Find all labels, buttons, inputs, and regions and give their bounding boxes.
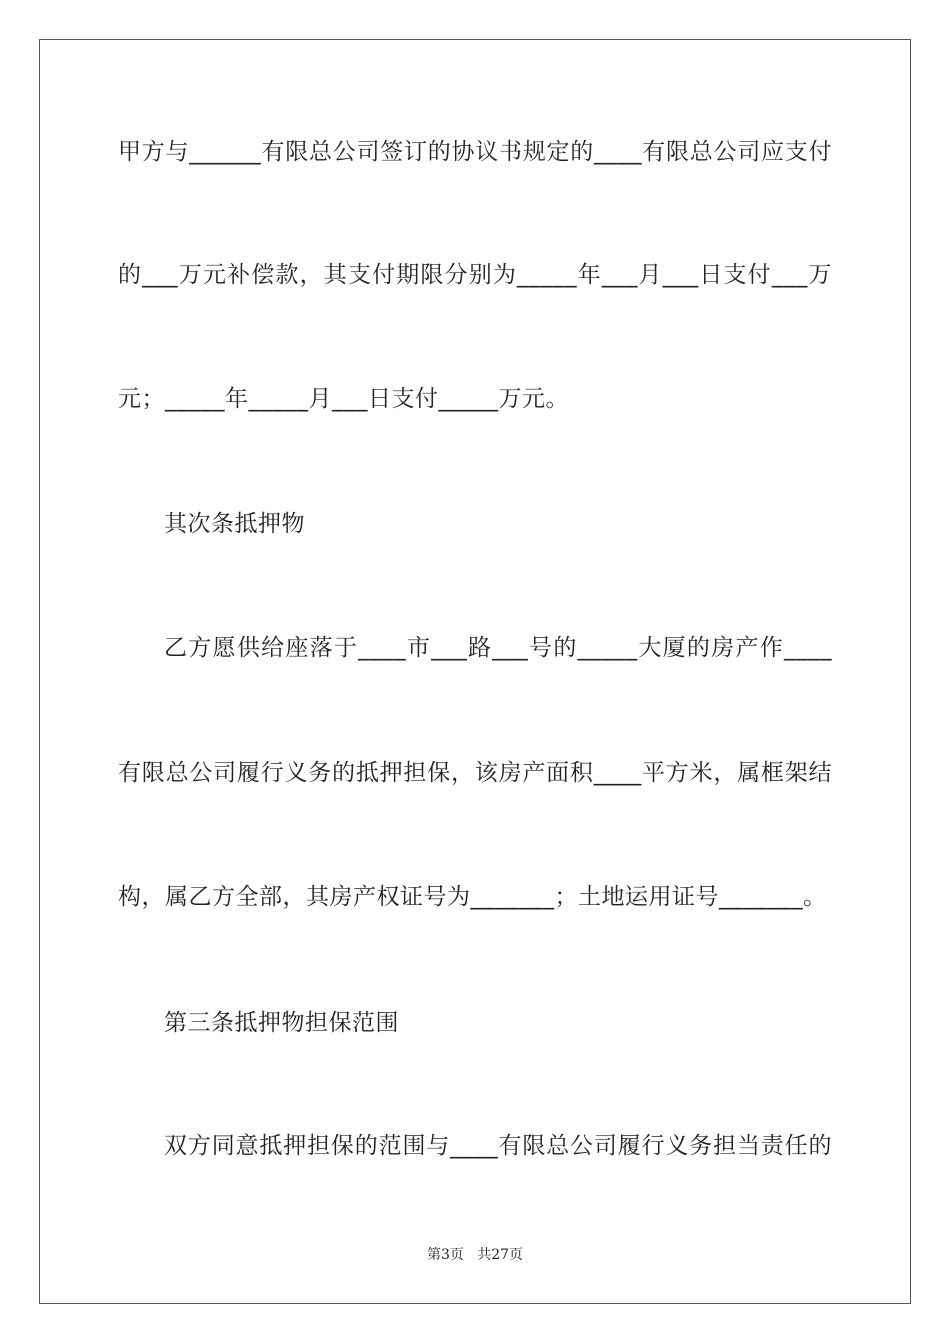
page-number-footer: 第3页 共27页 [426,1247,524,1263]
paragraph-line-9: 双方同意抵押担保的范围与____有限总公司履行义务担当责任的 [164,1133,832,1159]
paragraph-line-1: 甲方与______有限总公司签订的协议书规定的____有限总公司应支付 [118,139,832,165]
paragraph-line-5: 乙方愿供给座落于____市___路___号的_____大厦的房产作____ [164,635,832,661]
paragraph-line-6: 有限总公司履行义务的抵押担保，该房产面积____平方米，属框架结 [118,760,832,786]
paragraph-line-3: 元；_____年_____月___日支付_____万元。 [118,386,569,412]
section-heading-collateral: 其次条抵押物 [164,511,305,537]
section-heading-scope: 第三条抵押物担保范围 [164,1010,399,1036]
paragraph-line-7: 构，属乙方全部，其房产权证号为_______；土地运用证号_______。 [118,884,827,910]
paragraph-line-2: 的___万元补偿款，其支付期限分别为_____年___月___日支付___万 [118,262,832,288]
page-border [39,39,911,1304]
